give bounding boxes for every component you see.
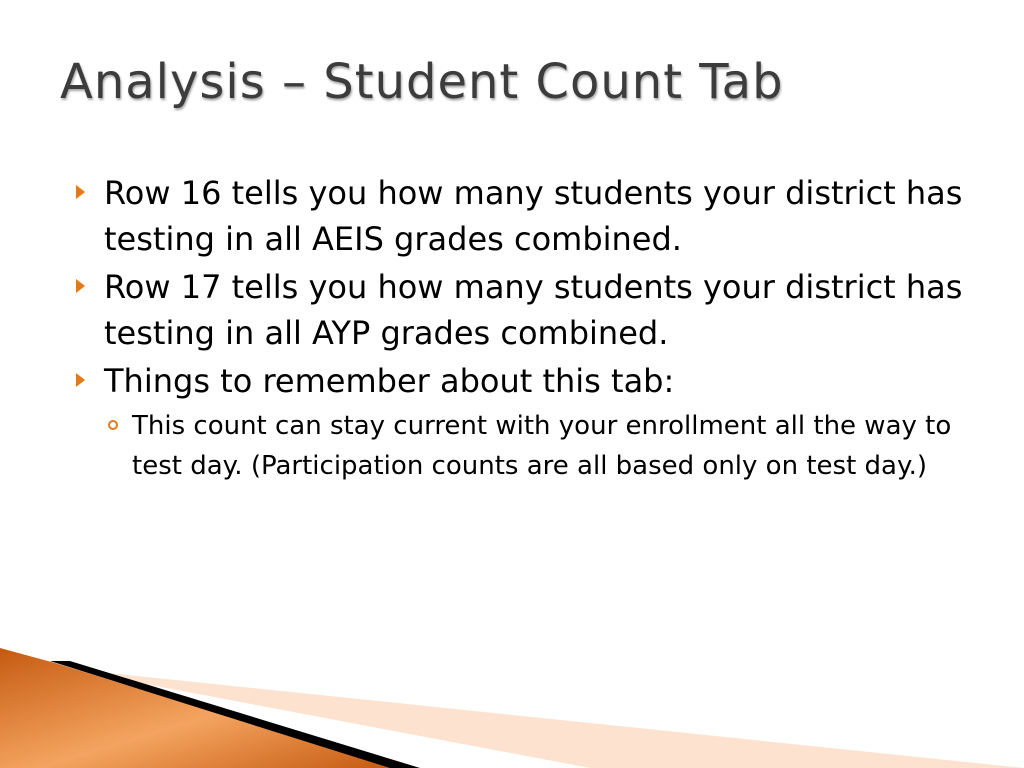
sub-bullet-text: This count can stay current with your enrollment all the way to test day. (Participation counts are all based only on test day.) <box>132 411 952 481</box>
bullet-text: Things to remember about this tab: <box>104 362 675 400</box>
bullet-text: Row 16 tells you how many students your district has testing in all AEIS grades combined. <box>104 174 963 258</box>
slide-title: Analysis – Student Count Tab <box>60 54 784 110</box>
bullet-text: Row 17 tells you how many students your district has testing in all AYP grades combined. <box>104 268 963 352</box>
